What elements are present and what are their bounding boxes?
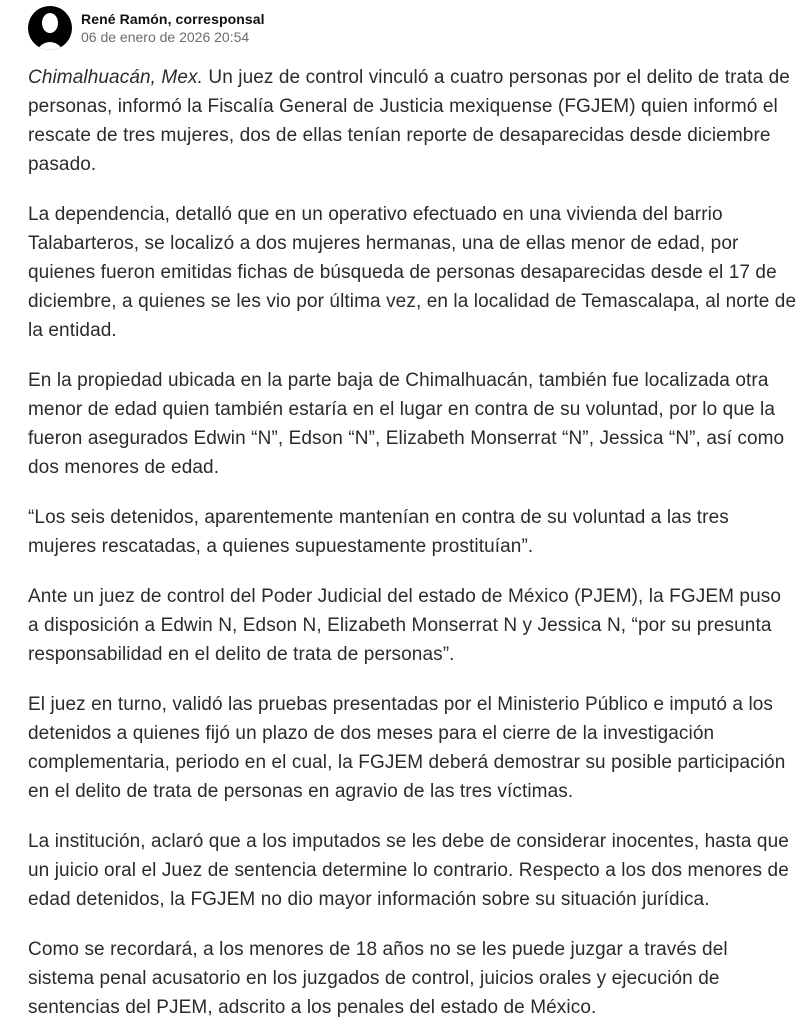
paragraph: La dependencia, detalló que en un operativo efectuado en una vivienda del barrio Talabarteros, se localizó a dos mujeres hermanas, una de ellas menor de edad, por quienes fueron emitidas fichas de búsqueda de personas desaparecidas desde el 17 de diciembre, a quienes se les vio por última vez, en la localidad de Temascalapa, al norte de la entidad. — [28, 204, 797, 341]
paragraph: Como se recordará, a los menores de 18 años no se les puede juzgar a través del sistema penal acusatorio en los juzgados de control, juicios orales y ejecución de sentencias del PJEM, adscrito a los penales del estado de México. — [28, 939, 728, 1018]
lead-text: Un juez de control vinculó a cuatro personas por el delito de trata de personas, informó la Fiscalía General de Justicia mexiquense (FGJEM) quien informó el rescate de tres mujeres, dos de ellas tenían reporte de desaparecidas desde diciembre pasado. — [28, 67, 790, 175]
article-body — [28, 63, 797, 1022]
person-icon — [42, 13, 58, 33]
paragraph: Ante un juez de control del Poder Judicial del estado de México (PJEM), la FGJEM puso a disposición a Edwin N, Edson N, Elizabeth Monserrat N y Jessica N, “por su presunta responsabilidad en el delito de trata de personas”. — [28, 586, 782, 665]
paragraph-quote: “Los seis detenidos, aparentemente mantenían en contra de su voluntad a las tres mujeres rescatadas, a quienes supuestamente prostituían”. — [28, 507, 729, 557]
paragraph-lead — [28, 63, 797, 179]
paragraph: La institución, aclaró que a los imputados se les debe de considerar inocentes, hasta que un juicio oral el Juez de sentencia determine lo contrario. Respecto a los dos menores de edad detenidos, la FGJEM no dio mayor información sobre su situación jurídica. — [28, 831, 789, 910]
paragraph: El juez en turno, validó las pruebas presentadas por el Ministerio Público e imputó a los detenidos a quienes fijó un plazo de dos meses para el cierre de la investigación complementaria, periodo en el cual, la FGJEM deberá demostrar su posible participación en el delito de trata de personas en agravio de las tres víctimas. — [28, 694, 786, 802]
paragraph: En la propiedad ubicada en la parte baja de Chimalhuacán, también fue localizada otra menor de edad quien también estaría en el lugar en contra de su voluntad, por lo que la fueron asegurados Edwin “N”, Edson “N”, Elizabeth Monserrat “N”, Jessica “N”, así como dos menores de edad. — [28, 370, 785, 478]
byline — [28, 6, 795, 50]
byline-text — [81, 11, 265, 45]
person-icon-shoulders — [35, 42, 65, 50]
avatar — [28, 6, 72, 50]
dateline: Chimalhuacán, Mex. — [28, 67, 203, 88]
publish-date: 06 de enero de 2026 20:54 — [81, 29, 250, 45]
author-name: René Ramón, corresponsal — [81, 11, 265, 27]
